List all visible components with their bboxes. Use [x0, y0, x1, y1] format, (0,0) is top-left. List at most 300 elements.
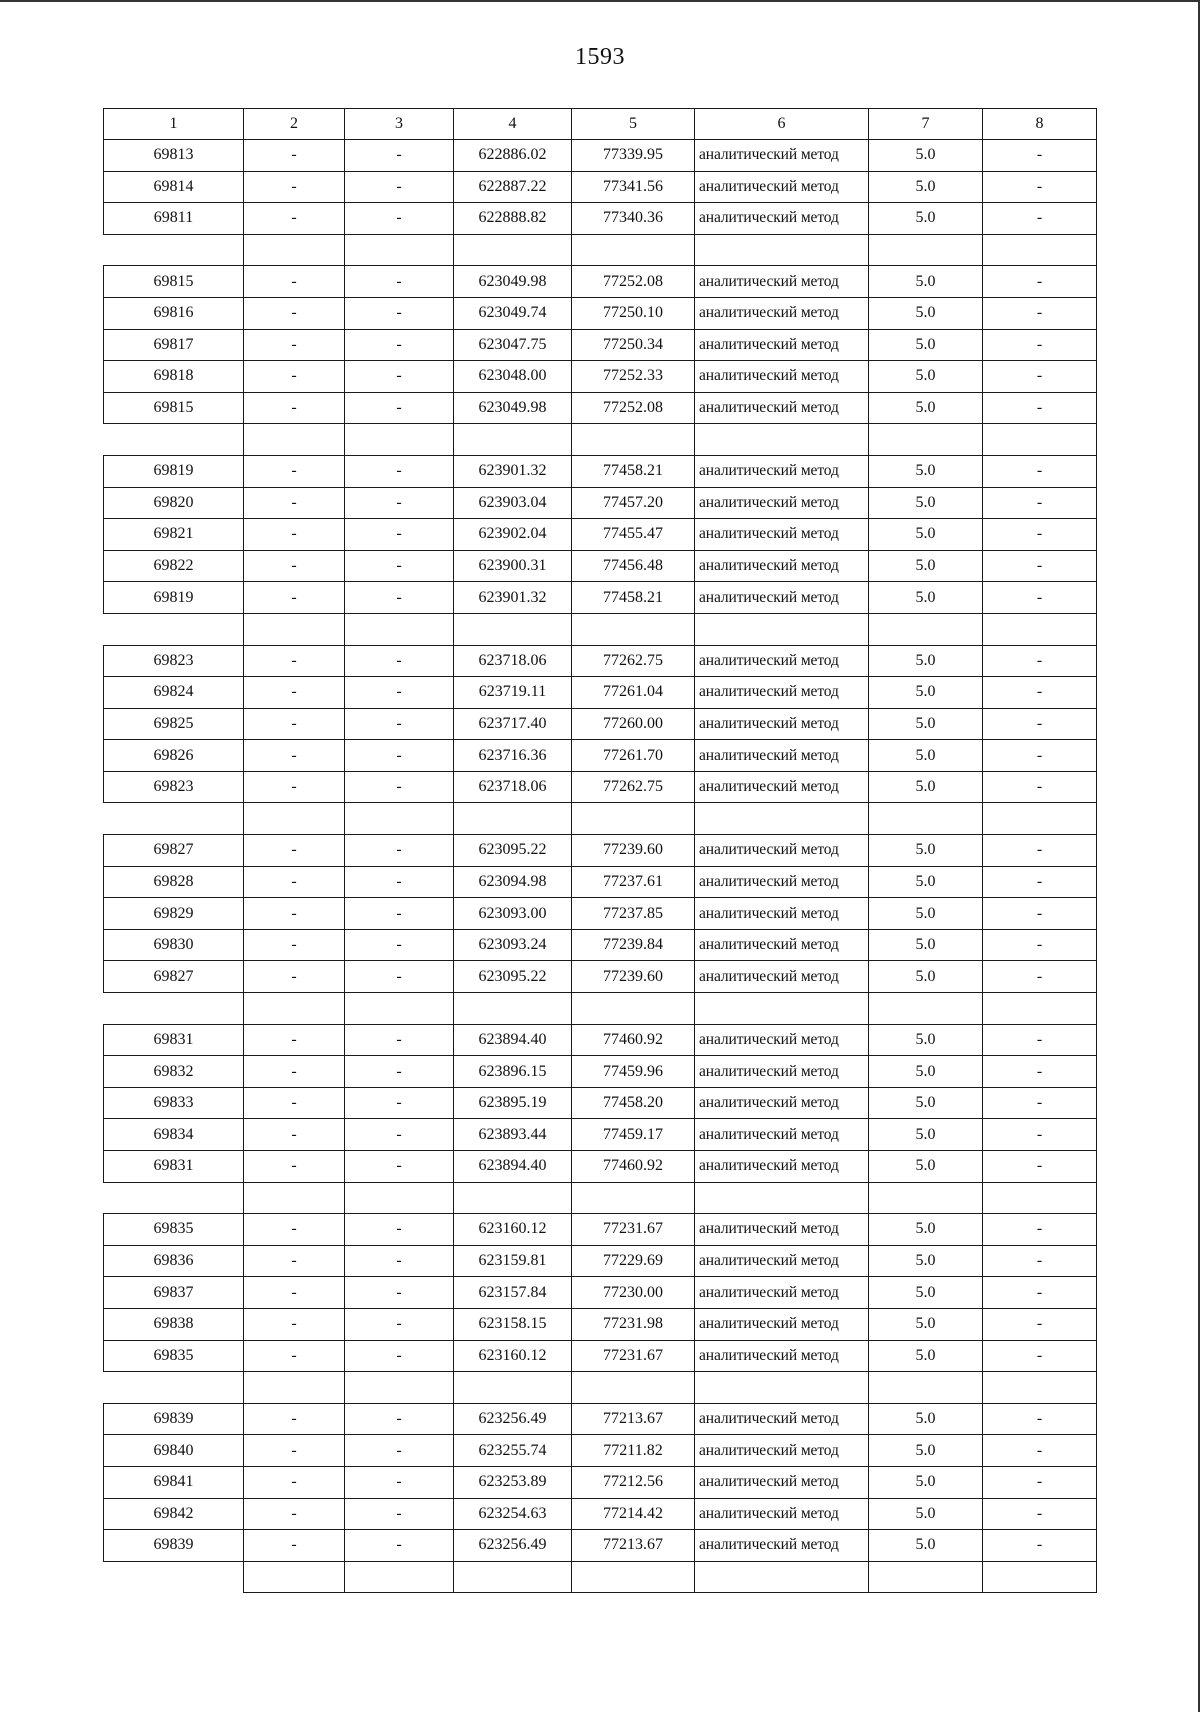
x-coordinate-cell: 623048.00	[454, 361, 572, 393]
table-row	[104, 140, 1097, 172]
col3-cell: -	[345, 645, 454, 677]
method-cell: аналитический метод	[695, 1151, 869, 1183]
method-cell: аналитический метод	[695, 1214, 869, 1246]
col3-cell: -	[345, 929, 454, 961]
y-coordinate-cell: 77458.20	[572, 1087, 695, 1119]
table-row	[104, 455, 1097, 487]
y-coordinate-cell: 77460.92	[572, 1024, 695, 1056]
table-row	[104, 582, 1097, 614]
x-coordinate-cell: 623902.04	[454, 519, 572, 551]
accuracy-cell: 5.0	[869, 1340, 983, 1372]
point-number-cell: 69835	[104, 1340, 244, 1372]
col2-cell: -	[244, 1245, 345, 1277]
y-coordinate-cell: 77231.67	[572, 1340, 695, 1372]
method-cell: аналитический метод	[695, 1245, 869, 1277]
col3-cell: -	[345, 1119, 454, 1151]
method-cell: аналитический метод	[695, 1403, 869, 1435]
method-cell: аналитический метод	[695, 929, 869, 961]
col3-cell: -	[345, 519, 454, 551]
column-header: 5	[572, 109, 695, 140]
col8-cell: -	[983, 1530, 1097, 1562]
empty-cell	[244, 234, 345, 266]
point-number-cell: 69840	[104, 1435, 244, 1467]
point-number-cell: 69833	[104, 1087, 244, 1119]
col3-cell: -	[345, 392, 454, 424]
empty-cell	[345, 1182, 454, 1214]
method-cell: аналитический метод	[695, 171, 869, 203]
point-number-cell: 69820	[104, 487, 244, 519]
col3-cell: -	[345, 1530, 454, 1562]
y-coordinate-cell: 77457.20	[572, 487, 695, 519]
column-header: 6	[695, 109, 869, 140]
col8-cell: -	[983, 203, 1097, 235]
col3-cell: -	[345, 708, 454, 740]
method-cell: аналитический метод	[695, 582, 869, 614]
col2-cell: -	[244, 582, 345, 614]
x-coordinate-cell: 623160.12	[454, 1340, 572, 1372]
method-cell: аналитический метод	[695, 1277, 869, 1309]
col2-cell: -	[244, 1087, 345, 1119]
col8-cell: -	[983, 1151, 1097, 1183]
col2-cell: -	[244, 1530, 345, 1562]
accuracy-cell: 5.0	[869, 487, 983, 519]
col3-cell: -	[345, 835, 454, 867]
col8-cell: -	[983, 1119, 1097, 1151]
table-row	[104, 1340, 1097, 1372]
method-cell: аналитический метод	[695, 361, 869, 393]
col8-cell: -	[983, 1087, 1097, 1119]
x-coordinate-cell: 623718.06	[454, 645, 572, 677]
col8-cell: -	[983, 392, 1097, 424]
y-coordinate-cell: 77239.84	[572, 929, 695, 961]
method-cell: аналитический метод	[695, 519, 869, 551]
accuracy-cell: 5.0	[869, 961, 983, 993]
col3-cell: -	[345, 1403, 454, 1435]
point-number-cell: 69825	[104, 708, 244, 740]
table-row	[104, 1151, 1097, 1183]
empty-cell	[104, 1372, 244, 1404]
col8-cell: -	[983, 171, 1097, 203]
x-coordinate-cell: 623254.63	[454, 1498, 572, 1530]
col3-cell: -	[345, 582, 454, 614]
point-number-cell: 69826	[104, 740, 244, 772]
method-cell: аналитический метод	[695, 898, 869, 930]
accuracy-cell: 5.0	[869, 1056, 983, 1088]
col2-cell: -	[244, 1277, 345, 1309]
empty-cell	[695, 1561, 869, 1593]
table-row	[104, 1466, 1097, 1498]
col2-cell: -	[244, 1466, 345, 1498]
col3-cell: -	[345, 140, 454, 172]
empty-cell	[869, 424, 983, 456]
col3-cell: -	[345, 1214, 454, 1246]
empty-cell	[695, 803, 869, 835]
accuracy-cell: 5.0	[869, 708, 983, 740]
table-row	[104, 266, 1097, 298]
col2-cell: -	[244, 1308, 345, 1340]
point-number-cell: 69818	[104, 361, 244, 393]
col2-cell: -	[244, 708, 345, 740]
y-coordinate-cell: 77458.21	[572, 455, 695, 487]
table-row	[104, 297, 1097, 329]
col3-cell: -	[345, 898, 454, 930]
empty-cell	[869, 613, 983, 645]
empty-cell	[345, 234, 454, 266]
col8-cell: -	[983, 961, 1097, 993]
x-coordinate-cell: 623894.40	[454, 1024, 572, 1056]
point-number-cell: 69816	[104, 297, 244, 329]
x-coordinate-cell: 622887.22	[454, 171, 572, 203]
x-coordinate-cell: 623049.98	[454, 266, 572, 298]
empty-cell	[244, 1182, 345, 1214]
coordinates-table	[103, 108, 1097, 1593]
y-coordinate-cell: 77262.75	[572, 771, 695, 803]
empty-cell	[983, 424, 1097, 456]
empty-cell	[454, 1372, 572, 1404]
x-coordinate-cell: 623717.40	[454, 708, 572, 740]
point-number-cell: 69811	[104, 203, 244, 235]
col8-cell: -	[983, 455, 1097, 487]
empty-cell	[983, 234, 1097, 266]
accuracy-cell: 5.0	[869, 1024, 983, 1056]
point-number-cell: 69839	[104, 1530, 244, 1562]
col2-cell: -	[244, 1214, 345, 1246]
y-coordinate-cell: 77459.96	[572, 1056, 695, 1088]
column-header: 4	[454, 109, 572, 140]
method-cell: аналитический метод	[695, 1435, 869, 1467]
method-cell: аналитический метод	[695, 645, 869, 677]
method-cell: аналитический метод	[695, 1087, 869, 1119]
col8-cell: -	[983, 1245, 1097, 1277]
empty-cell	[454, 1561, 572, 1593]
col3-cell: -	[345, 203, 454, 235]
method-cell: аналитический метод	[695, 455, 869, 487]
empty-cell	[454, 1182, 572, 1214]
col3-cell: -	[345, 1308, 454, 1340]
col3-cell: -	[345, 361, 454, 393]
x-coordinate-cell: 623095.22	[454, 961, 572, 993]
method-cell: аналитический метод	[695, 866, 869, 898]
col2-cell: -	[244, 519, 345, 551]
x-coordinate-cell: 623718.06	[454, 771, 572, 803]
table-row	[104, 961, 1097, 993]
col2-cell: -	[244, 487, 345, 519]
col8-cell: -	[983, 1340, 1097, 1372]
y-coordinate-cell: 77262.75	[572, 645, 695, 677]
empty-cell	[983, 1372, 1097, 1404]
table-row	[104, 1403, 1097, 1435]
accuracy-cell: 5.0	[869, 677, 983, 709]
point-number-cell: 69814	[104, 171, 244, 203]
x-coordinate-cell: 623255.74	[454, 1435, 572, 1467]
col3-cell: -	[345, 455, 454, 487]
y-coordinate-cell: 77214.42	[572, 1498, 695, 1530]
table-row	[104, 203, 1097, 235]
x-coordinate-cell: 622888.82	[454, 203, 572, 235]
table-row	[104, 866, 1097, 898]
col2-cell: -	[244, 645, 345, 677]
col2-cell: -	[244, 1056, 345, 1088]
method-cell: аналитический метод	[695, 266, 869, 298]
col8-cell: -	[983, 519, 1097, 551]
table-row	[104, 1245, 1097, 1277]
y-coordinate-cell: 77260.00	[572, 708, 695, 740]
y-coordinate-cell: 77239.60	[572, 835, 695, 867]
accuracy-cell: 5.0	[869, 1498, 983, 1530]
x-coordinate-cell: 623093.00	[454, 898, 572, 930]
col2-cell: -	[244, 203, 345, 235]
col2-cell: -	[244, 266, 345, 298]
method-cell: аналитический метод	[695, 1466, 869, 1498]
y-coordinate-cell: 77252.08	[572, 392, 695, 424]
y-coordinate-cell: 77250.34	[572, 329, 695, 361]
accuracy-cell: 5.0	[869, 1277, 983, 1309]
col3-cell: -	[345, 1498, 454, 1530]
accuracy-cell: 5.0	[869, 1087, 983, 1119]
table-row	[104, 519, 1097, 551]
col8-cell: -	[983, 582, 1097, 614]
column-header: 8	[983, 109, 1097, 140]
x-coordinate-cell: 623901.32	[454, 582, 572, 614]
point-number-cell: 69831	[104, 1151, 244, 1183]
col8-cell: -	[983, 1308, 1097, 1340]
y-coordinate-cell: 77341.56	[572, 171, 695, 203]
page-edge-top	[0, 0, 1200, 2]
x-coordinate-cell: 623719.11	[454, 677, 572, 709]
method-cell: аналитический метод	[695, 487, 869, 519]
empty-cell	[695, 1182, 869, 1214]
x-coordinate-cell: 623901.32	[454, 455, 572, 487]
accuracy-cell: 5.0	[869, 1435, 983, 1467]
col2-cell: -	[244, 677, 345, 709]
column-header: 1	[104, 109, 244, 140]
accuracy-cell: 5.0	[869, 297, 983, 329]
accuracy-cell: 5.0	[869, 203, 983, 235]
point-number-cell: 69823	[104, 771, 244, 803]
method-cell: аналитический метод	[695, 771, 869, 803]
x-coordinate-cell: 623049.98	[454, 392, 572, 424]
table-row	[104, 1087, 1097, 1119]
method-cell: аналитический метод	[695, 708, 869, 740]
point-number-cell: 69837	[104, 1277, 244, 1309]
y-coordinate-cell: 77230.00	[572, 1277, 695, 1309]
x-coordinate-cell: 623253.89	[454, 1466, 572, 1498]
empty-cell	[244, 1372, 345, 1404]
x-coordinate-cell: 623900.31	[454, 550, 572, 582]
point-number-cell: 69835	[104, 1214, 244, 1246]
empty-cell	[104, 1561, 244, 1593]
method-cell: аналитический метод	[695, 1340, 869, 1372]
empty-cell	[695, 993, 869, 1025]
col3-cell: -	[345, 266, 454, 298]
empty-cell	[572, 1372, 695, 1404]
accuracy-cell: 5.0	[869, 455, 983, 487]
empty-cell	[345, 424, 454, 456]
col8-cell: -	[983, 740, 1097, 772]
y-coordinate-cell: 77239.60	[572, 961, 695, 993]
y-coordinate-cell: 77212.56	[572, 1466, 695, 1498]
empty-cell	[244, 803, 345, 835]
empty-cell	[345, 1561, 454, 1593]
empty-cell	[572, 424, 695, 456]
x-coordinate-cell: 623256.49	[454, 1403, 572, 1435]
empty-cell	[983, 993, 1097, 1025]
col2-cell: -	[244, 898, 345, 930]
col3-cell: -	[345, 487, 454, 519]
x-coordinate-cell: 623903.04	[454, 487, 572, 519]
method-cell: аналитический метод	[695, 329, 869, 361]
y-coordinate-cell: 77261.04	[572, 677, 695, 709]
table-row	[104, 1277, 1097, 1309]
empty-cell	[244, 424, 345, 456]
col8-cell: -	[983, 645, 1097, 677]
accuracy-cell: 5.0	[869, 835, 983, 867]
x-coordinate-cell: 623895.19	[454, 1087, 572, 1119]
col3-cell: -	[345, 1087, 454, 1119]
empty-cell	[695, 613, 869, 645]
group-separator-row	[104, 613, 1097, 645]
point-number-cell: 69832	[104, 1056, 244, 1088]
col2-cell: -	[244, 771, 345, 803]
method-cell: аналитический метод	[695, 1308, 869, 1340]
col3-cell: -	[345, 740, 454, 772]
col8-cell: -	[983, 677, 1097, 709]
col3-cell: -	[345, 1024, 454, 1056]
empty-cell	[345, 1372, 454, 1404]
y-coordinate-cell: 77211.82	[572, 1435, 695, 1467]
col3-cell: -	[345, 550, 454, 582]
x-coordinate-cell: 623159.81	[454, 1245, 572, 1277]
column-header: 3	[345, 109, 454, 140]
method-cell: аналитический метод	[695, 1119, 869, 1151]
accuracy-cell: 5.0	[869, 1119, 983, 1151]
accuracy-cell: 5.0	[869, 392, 983, 424]
accuracy-cell: 5.0	[869, 1245, 983, 1277]
point-number-cell: 69815	[104, 392, 244, 424]
col8-cell: -	[983, 1403, 1097, 1435]
method-cell: аналитический метод	[695, 297, 869, 329]
y-coordinate-cell: 77339.95	[572, 140, 695, 172]
y-coordinate-cell: 77459.17	[572, 1119, 695, 1151]
empty-cell	[454, 803, 572, 835]
point-number-cell: 69834	[104, 1119, 244, 1151]
point-number-cell: 69824	[104, 677, 244, 709]
method-cell: аналитический метод	[695, 392, 869, 424]
col8-cell: -	[983, 140, 1097, 172]
col2-cell: -	[244, 171, 345, 203]
table-row	[104, 1214, 1097, 1246]
col2-cell: -	[244, 1024, 345, 1056]
col3-cell: -	[345, 771, 454, 803]
empty-cell	[572, 234, 695, 266]
x-coordinate-cell: 623894.40	[454, 1151, 572, 1183]
y-coordinate-cell: 77229.69	[572, 1245, 695, 1277]
empty-cell	[572, 613, 695, 645]
table-header-row	[104, 109, 1097, 140]
point-number-cell: 69830	[104, 929, 244, 961]
point-number-cell: 69823	[104, 645, 244, 677]
table-row	[104, 1498, 1097, 1530]
table-row	[104, 708, 1097, 740]
y-coordinate-cell: 77231.98	[572, 1308, 695, 1340]
point-number-cell: 69831	[104, 1024, 244, 1056]
empty-cell	[695, 1372, 869, 1404]
page-number: 1593	[575, 44, 625, 70]
method-cell: аналитический метод	[695, 740, 869, 772]
method-cell: аналитический метод	[695, 140, 869, 172]
empty-cell	[869, 993, 983, 1025]
col2-cell: -	[244, 1435, 345, 1467]
empty-cell	[104, 234, 244, 266]
y-coordinate-cell: 77213.67	[572, 1403, 695, 1435]
col3-cell: -	[345, 866, 454, 898]
col3-cell: -	[345, 1340, 454, 1372]
col8-cell: -	[983, 1498, 1097, 1530]
empty-cell	[454, 993, 572, 1025]
x-coordinate-cell: 623160.12	[454, 1214, 572, 1246]
accuracy-cell: 5.0	[869, 582, 983, 614]
col8-cell: -	[983, 1214, 1097, 1246]
method-cell: аналитический метод	[695, 550, 869, 582]
group-separator-row	[104, 803, 1097, 835]
empty-cell	[104, 803, 244, 835]
y-coordinate-cell: 77458.21	[572, 582, 695, 614]
empty-cell	[244, 1561, 345, 1593]
x-coordinate-cell: 623893.44	[454, 1119, 572, 1151]
y-coordinate-cell: 77231.67	[572, 1214, 695, 1246]
empty-cell	[869, 803, 983, 835]
col2-cell: -	[244, 392, 345, 424]
accuracy-cell: 5.0	[869, 1466, 983, 1498]
col8-cell: -	[983, 1024, 1097, 1056]
x-coordinate-cell: 623716.36	[454, 740, 572, 772]
empty-cell	[983, 1182, 1097, 1214]
col8-cell: -	[983, 297, 1097, 329]
x-coordinate-cell: 623093.24	[454, 929, 572, 961]
empty-cell	[983, 803, 1097, 835]
empty-cell	[983, 613, 1097, 645]
method-cell: аналитический метод	[695, 1024, 869, 1056]
col2-cell: -	[244, 297, 345, 329]
point-number-cell: 69839	[104, 1403, 244, 1435]
accuracy-cell: 5.0	[869, 361, 983, 393]
column-header: 7	[869, 109, 983, 140]
col2-cell: -	[244, 1340, 345, 1372]
col2-cell: -	[244, 1151, 345, 1183]
accuracy-cell: 5.0	[869, 329, 983, 361]
point-number-cell: 69815	[104, 266, 244, 298]
table-row	[104, 329, 1097, 361]
empty-cell	[869, 1372, 983, 1404]
y-coordinate-cell: 77456.48	[572, 550, 695, 582]
col2-cell: -	[244, 866, 345, 898]
col2-cell: -	[244, 740, 345, 772]
col2-cell: -	[244, 329, 345, 361]
col2-cell: -	[244, 1119, 345, 1151]
empty-cell	[345, 613, 454, 645]
table-row	[104, 487, 1097, 519]
table-row	[104, 1056, 1097, 1088]
table-row	[104, 1024, 1097, 1056]
x-coordinate-cell: 623256.49	[454, 1530, 572, 1562]
accuracy-cell: 5.0	[869, 1214, 983, 1246]
col8-cell: -	[983, 898, 1097, 930]
point-number-cell: 69822	[104, 550, 244, 582]
y-coordinate-cell: 77252.08	[572, 266, 695, 298]
empty-cell	[695, 424, 869, 456]
table-row	[104, 550, 1097, 582]
x-coordinate-cell: 623047.75	[454, 329, 572, 361]
